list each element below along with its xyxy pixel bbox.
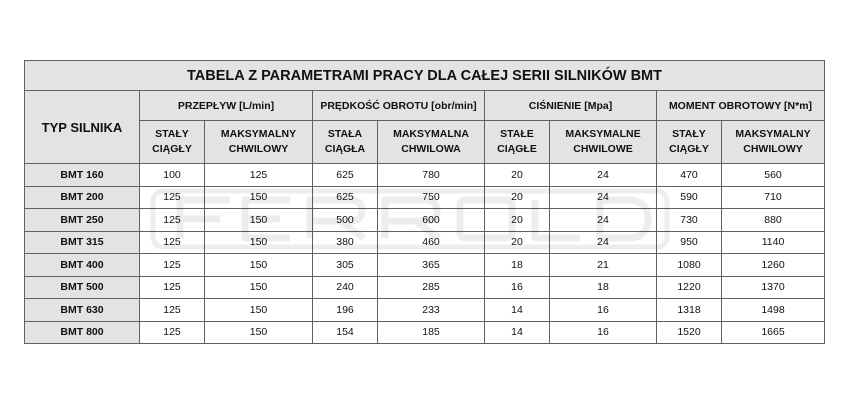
value-cell: 125 [140,299,205,322]
value-cell: 125 [140,209,205,232]
value-cell: 125 [140,321,205,344]
value-cell: 18 [485,254,550,277]
value-cell: 1140 [722,231,825,254]
value-cell: 240 [313,276,378,299]
value-cell: 1220 [657,276,722,299]
table-row [25,276,825,299]
value-cell: 150 [205,254,313,277]
value-cell: 24 [550,164,657,187]
value-cell: 20 [485,186,550,209]
value-cell: 14 [485,321,550,344]
value-cell: 625 [313,164,378,187]
value-cell: 233 [378,299,485,322]
value-cell: 305 [313,254,378,277]
model-cell: BMT 160 [25,164,140,187]
value-cell: 16 [550,321,657,344]
table-row [25,186,825,209]
value-cell: 20 [485,164,550,187]
value-cell: 125 [140,276,205,299]
value-cell: 125 [140,231,205,254]
value-cell: 1665 [722,321,825,344]
value-cell: 1080 [657,254,722,277]
sub-header-torque-max: MAKSYMALNY CHWILOWY [722,121,825,164]
table-row [25,299,825,322]
sub-header-speed-max: MAKSYMALNA CHWILOWA [378,121,485,164]
value-cell: 16 [550,299,657,322]
model-cell: BMT 315 [25,231,140,254]
table-body [25,164,825,344]
sub-header-row [25,121,825,164]
value-cell: 460 [378,231,485,254]
model-cell: BMT 800 [25,321,140,344]
model-cell: BMT 200 [25,186,140,209]
table-row [25,231,825,254]
type-column-header: TYP SILNIKA [25,91,140,164]
table-row [25,209,825,232]
value-cell: 1260 [722,254,825,277]
sub-header-torque-continuous: STAŁY CIĄGŁY [657,121,722,164]
value-cell: 710 [722,186,825,209]
sub-header-flow-continuous: STAŁY CIĄGŁY [140,121,205,164]
value-cell: 1370 [722,276,825,299]
value-cell: 20 [485,231,550,254]
value-cell: 21 [550,254,657,277]
value-cell: 196 [313,299,378,322]
value-cell: 24 [550,186,657,209]
value-cell: 154 [313,321,378,344]
group-header-pressure: CIŚNIENIE [Mpa] [485,91,657,121]
value-cell: 590 [657,186,722,209]
model-cell: BMT 630 [25,299,140,322]
value-cell: 150 [205,186,313,209]
table-row [25,321,825,344]
model-cell: BMT 250 [25,209,140,232]
parameter-table-container [24,60,824,340]
value-cell: 16 [485,276,550,299]
value-cell: 880 [722,209,825,232]
value-cell: 125 [140,186,205,209]
value-cell: 100 [140,164,205,187]
table-row [25,254,825,277]
value-cell: 150 [205,321,313,344]
value-cell: 600 [378,209,485,232]
value-cell: 24 [550,231,657,254]
model-cell: BMT 400 [25,254,140,277]
table-row [25,164,825,187]
title-row [25,61,825,91]
value-cell: 500 [313,209,378,232]
value-cell: 1520 [657,321,722,344]
value-cell: 125 [205,164,313,187]
sub-header-pressure-max: MAKSYMALNE CHWILOWE [550,121,657,164]
value-cell: 750 [378,186,485,209]
value-cell: 24 [550,209,657,232]
sub-header-speed-continuous: STAŁA CIĄGŁA [313,121,378,164]
parameter-table [24,60,825,344]
value-cell: 470 [657,164,722,187]
group-header-row [25,91,825,121]
group-header-torque: MOMENT OBROTOWY [N*m] [657,91,825,121]
sub-header-flow-max: MAKSYMALNY CHWILOWY [205,121,313,164]
value-cell: 560 [722,164,825,187]
value-cell: 1318 [657,299,722,322]
value-cell: 150 [205,276,313,299]
group-header-speed: PRĘDKOŚĆ OBROTU [obr/min] [313,91,485,121]
value-cell: 150 [205,209,313,232]
sub-header-pressure-continuous: STAŁE CIĄGŁE [485,121,550,164]
value-cell: 625 [313,186,378,209]
value-cell: 950 [657,231,722,254]
value-cell: 185 [378,321,485,344]
value-cell: 150 [205,231,313,254]
value-cell: 380 [313,231,378,254]
value-cell: 150 [205,299,313,322]
value-cell: 730 [657,209,722,232]
value-cell: 365 [378,254,485,277]
value-cell: 125 [140,254,205,277]
group-header-flow: PRZEPŁYW [L/min] [140,91,313,121]
value-cell: 20 [485,209,550,232]
value-cell: 1498 [722,299,825,322]
value-cell: 780 [378,164,485,187]
value-cell: 285 [378,276,485,299]
model-cell: BMT 500 [25,276,140,299]
table-title: TABELA Z PARAMETRAMI PRACY DLA CAŁEJ SERII SILNIKÓW BMT [25,61,825,91]
value-cell: 14 [485,299,550,322]
value-cell: 18 [550,276,657,299]
